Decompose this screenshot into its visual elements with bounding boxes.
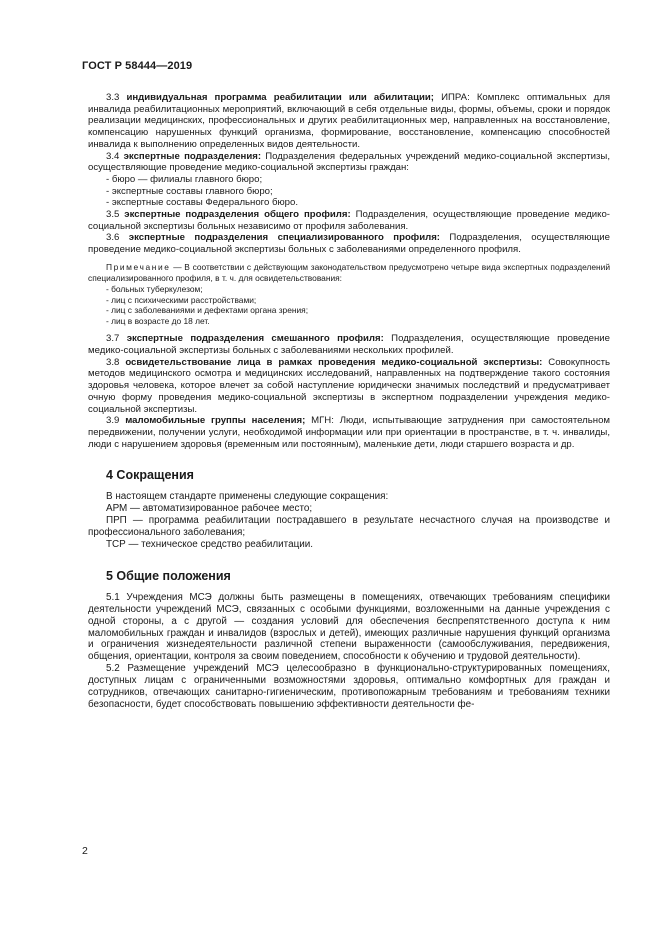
abbreviation: ТСР — техническое средство реабилитации. bbox=[106, 538, 313, 550]
list-item: - лиц с заболеваниями и дефектами органа зрения; bbox=[106, 305, 309, 316]
section-4-intro: В настоящем стандарте применены следующие сокращения: bbox=[106, 491, 389, 503]
abbreviation: АРМ — автоматизированное рабочее место; bbox=[106, 503, 313, 515]
document-body bbox=[88, 92, 610, 711]
list-item: - бюро — филиалы главного бюро; bbox=[106, 173, 263, 185]
definition-3-8: 3.8 освидетельствование лица в рамках проведения медико-социальной экспертизы: Совокупность методов медицинского осмотра и медицинских исследований, направленных на подтверждение такого состояния здоровья человека, которое влечет за собой наступление юридически значимых последствий и предусматривает очную форму проведения медико-социальной экспертизы в экспертном подразделении учреждения медико-социальной экспертизы. bbox=[88, 356, 611, 415]
note-label: Примечание bbox=[106, 261, 171, 272]
definition-3-5: 3.5 экспертные подразделения общего профиля: Подразделения, осуществляющие проведение медико-социальной экспертизы больных независимо от профиля заболевания. bbox=[88, 209, 610, 232]
list-item: - лиц в возрасте до 18 лет. bbox=[106, 316, 210, 327]
paragraph-5-1: 5.1 Учреждения МСЭ должны быть размещены в помещениях, отвечающих требованиям специфики деятельности учреждений МСЭ, связанных с особыми функциями, возложенными на данные учреждения с одной стороны, а с другой — создания условий для обеспечения беспрепятственного доступа к ним маломобильных граждан и инвалидов (взрослых и детей), имеющих различные нарушения функций организма и ограничения жизнедеятельности различной степени выраженности (самообслуживания, передвижения, общения, ориентации, контроля за своим поведением, способности к обучению и трудовой деятельности). bbox=[88, 591, 610, 663]
note-list bbox=[88, 284, 610, 328]
definition-3-4: 3.4 экспертные подразделения: Подразделения федеральных учреждений медико-социальной экспертизы, осуществляющие проведение медико-социальной экспертизы граждан: bbox=[88, 150, 610, 174]
definition-3-6: 3.6 экспертные подразделения специализированного профиля: Подразделения, осуществляющие проведение медико-социальной экспертизы больных с заболеваниями определенного профиля. bbox=[88, 232, 610, 256]
section-4-body bbox=[88, 491, 610, 551]
paragraph-5-2: 5.2 Размещение учреждений МСЭ целесообразно в функционально-структурированных помещениях, доступных лицам с ограниченными возможностями здоровья, оптимально комфортных для граждан и сотрудников, отвечающих санитарно-гигиеническим, противопожарным требованиям и требованиям техники безопасности, будет способствовать повышению эффективности деятельности фе- bbox=[88, 663, 610, 710]
definition-3-7: 3.7 экспертные подразделения смешанного профиля: Подразделения, осуществляющие проведение медико-социальной экспертизы больных с заболеваниями нескольких профилей. bbox=[88, 333, 610, 356]
list-item: - экспертные составы главного бюро; bbox=[106, 185, 273, 197]
section-5-body bbox=[88, 592, 610, 711]
note-block bbox=[88, 262, 610, 327]
abbreviation: ПРП — программа реабилитации пострадавшего в результате несчастного случая на производстве и профессионального заболевания; bbox=[88, 515, 610, 539]
section-5-heading: 5 Общие положения bbox=[106, 568, 231, 583]
definition-3-3: 3.3 индивидуальная программа реабилитации или абилитации; ИПРА: Комплекс оптимальных для инвалида реабилитационных мероприятий, включающий в себя отдельные виды, формы, объемы, сроки и порядок реализации медицинских, профессиональных и других реабилитационных мер, направленных на восстановление, компенсацию нарушенных функций организма, формирование, восстановление, компенсацию способностей инвалида к выполнению определенных видов деятельности. bbox=[88, 92, 611, 150]
list-item: - лиц с психическими расстройствами; bbox=[106, 294, 257, 305]
page-number: 2 bbox=[82, 845, 88, 857]
section-4-heading: 4 Сокращения bbox=[106, 468, 194, 483]
definition-3-9: 3.9 маломобильные группы населения; МГН: Люди, испытывающие затруднения при самостоятельном передвижении, получении услуги, необходимой информации или при ориентации в пространстве, в т. ч. инвалиды, люди с нарушением здоровья (временным или постоянным), маленькие дети, люди старшего возраста и др. bbox=[88, 415, 611, 450]
list-item: - экспертные составы Федерального бюро. bbox=[106, 197, 298, 209]
list-item: - больных туберкулезом; bbox=[106, 283, 203, 294]
standard-header: ГОСТ Р 58444—2019 bbox=[82, 60, 193, 72]
note-text: — В соответствии с действующим законодательством предусмотрено четыре вида экспертных подразделений специализированного профиля, в т. ч. для освидетельствования: bbox=[88, 261, 610, 283]
expert-units-list bbox=[88, 174, 610, 209]
